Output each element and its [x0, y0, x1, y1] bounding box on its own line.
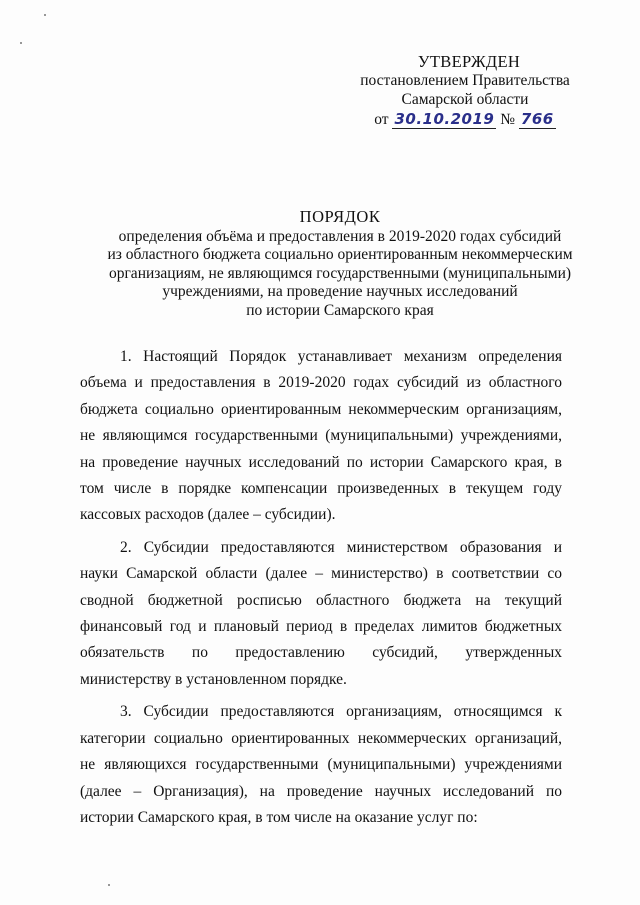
document-title-block [60, 208, 620, 320]
document-body [80, 344, 562, 837]
approval-line-2: Самарской области [401, 91, 529, 108]
title-line-2: из областного бюджета социально ориентированным некоммерческим [107, 246, 573, 263]
title-line-3: организациям, не являющимся государственными (муниципальными) [108, 264, 572, 282]
paragraph-1: 1. Настоящий Порядок устанавливает механизм определения объема и предоставления в 2019-2020 годах субсидий из областного бюджета социально ориентированным некоммерческим организациям, не являющимся государственными (муниципальными) учреждениями, на проведение научных исследований по истории Самарского края, в том числе в порядке компенсации произведенных в текущем году кассовых расходов (далее – субсидии). [80, 348, 562, 524]
scan-speck [108, 884, 110, 886]
title-line-1: определения объёма и предоставления в 2019-2020 годах субсидий [118, 227, 562, 245]
document-title: ПОРЯДОК [299, 207, 381, 226]
date-prefix: от [374, 111, 389, 128]
approval-date-line [340, 110, 590, 129]
handwritten-date: 30.10.2019 [394, 110, 495, 128]
title-line-4: учреждениями, на проведение научных исследований [162, 283, 518, 300]
approval-heading: УТВЕРЖДЕН [417, 52, 521, 71]
approval-block [340, 52, 590, 129]
paragraph-3: 3. Субсидии предоставляются организациям, относящимся к категории социально ориентированных некоммерческих организаций, не являющихся государственными (муниципальными) учреждениями (далее – Организация), на проведение научных исследований по истории Самарского края, в том числе на оказание услуг по: [80, 703, 562, 826]
scan-speck [20, 42, 22, 44]
scan-speck [44, 14, 46, 16]
approval-line-1: постановлением Правительства [360, 72, 570, 89]
paragraph-2: 2. Субсидии предоставляются министерством образования и науки Самарской области (далее – министерство) в соответствии со сводной бюджетной росписью областного бюджета на текущий финансовый год и плановый период в пределах лимитов бюджетных обязательств по предоставлению субсидий, утвержденных министерству в установленном порядке. [80, 538, 562, 688]
title-line-5: по истории Самарского края [246, 301, 434, 319]
handwritten-number: 766 [520, 110, 554, 128]
number-sign: № [500, 111, 516, 128]
